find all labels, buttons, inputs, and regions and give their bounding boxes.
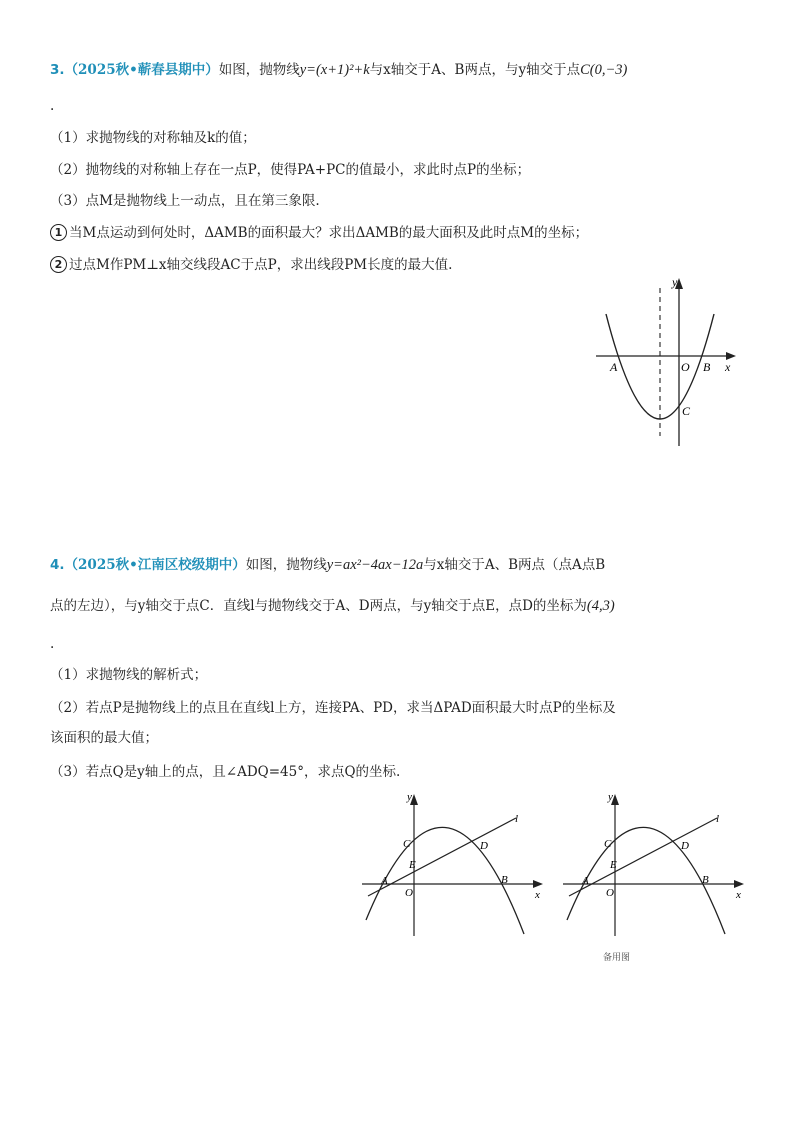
q3-sub-1 xyxy=(50,223,588,243)
q4-fig2-label-y: y xyxy=(608,791,613,803)
q4-fig1-label-b: B xyxy=(501,874,508,886)
q3-sub-2-text: 过点M作PM⊥x轴交线段AC于点P，求出线段PM长度的最大值. xyxy=(69,257,453,273)
q4-spare-caption: 备用图 xyxy=(603,953,631,963)
q3-label-b: B xyxy=(703,360,711,374)
q4-fig2-label-e: E xyxy=(610,859,617,871)
q4-figure-spare xyxy=(559,788,751,966)
q4-fig2-label-c: C xyxy=(604,838,612,850)
q3-part-1: （1）求抛物线的对称轴及k的值； xyxy=(50,130,256,146)
q4-number: 4. xyxy=(50,557,65,573)
q3-x-arrow-icon xyxy=(726,352,736,360)
q3-part-3: （3）点M是抛物线上一动点，且在第三象限. xyxy=(50,193,320,209)
q4-fig1-x-arrow-icon xyxy=(533,880,543,888)
q3-source: （2025秋•蕲春县期中） xyxy=(64,62,219,78)
q3-label-a: A xyxy=(610,360,618,374)
q4-equation: y=ax²−4ax−12a xyxy=(326,557,424,573)
q3-label-x: x xyxy=(725,360,731,374)
q4-fig1-label-e: E xyxy=(409,859,416,871)
q4-part-2a: （2）若点P是抛物线上的点且在直线l上方，连接PA、PD，求当ΔPAD面积最大时点P的坐标及 xyxy=(50,700,616,716)
q3-label-y: y xyxy=(672,275,678,289)
q3-label-c: C xyxy=(682,404,691,418)
q4-line-2 xyxy=(50,596,615,616)
q4-fig2-label-o: O xyxy=(606,887,614,899)
q4-fig2-x-arrow-icon xyxy=(734,880,744,888)
q4-fig1-label-l: l xyxy=(515,813,519,825)
q4-fig2-label-l: l xyxy=(716,813,720,825)
q3-stem-b: 与x轴交于A、B两点，与y轴交于点 xyxy=(369,62,581,78)
q4-part-3: （3）若点Q是y轴上的点，且∠ADQ=45°，求点Q的坐标. xyxy=(50,764,401,780)
q4-fig1-label-d: D xyxy=(480,840,488,852)
q4-point-d: (4,3) xyxy=(586,598,615,614)
q4-stem xyxy=(50,555,605,575)
q3-figure xyxy=(592,272,742,450)
q4-stem-end: . xyxy=(50,636,55,652)
q3-parabola xyxy=(606,314,714,419)
q3-sub-2-mark: 2 xyxy=(50,256,67,273)
q4-fig1-label-y: y xyxy=(407,791,412,803)
q3-sub-2 xyxy=(50,255,452,275)
q3-point-c: C(0,−3) xyxy=(580,62,628,78)
q4-fig2-label-b: B xyxy=(702,874,709,886)
q4-stem-b: 与x轴交于A、B两点（点A点B xyxy=(423,557,606,573)
q4-fig2-label-x: x xyxy=(736,889,741,901)
q4-source: （2025秋•江南区校级期中） xyxy=(64,557,246,573)
q4-part-2b: 该面积的最大值； xyxy=(50,730,158,746)
q3-part-2: （2）抛物线的对称轴上存在一点P，使得PA+PC的值最小，求此时点P的坐标； xyxy=(50,162,531,178)
q3-stem-end: . xyxy=(50,98,55,114)
q4-line-2-text: 点的左边），与y轴交于点C．直线l与抛物线交于A、D两点，与y轴交于点E，点D的坐标为 xyxy=(50,598,587,614)
q3-label-o: O xyxy=(681,360,690,374)
q3-equation: y=(x+1)²+k xyxy=(299,62,370,78)
q3-sub-1-mark: 1 xyxy=(50,224,67,241)
q3-stem xyxy=(50,60,627,80)
q3-number: 3. xyxy=(50,62,65,78)
q4-fig1-label-c: C xyxy=(403,838,411,850)
q4-fig1-label-a: A xyxy=(381,875,388,887)
q4-fig1-label-x: x xyxy=(535,889,540,901)
q4-part-1: （1）求抛物线的解析式； xyxy=(50,667,208,683)
q4-figure-main xyxy=(358,788,550,938)
q3-stem-a: 如图，抛物线 xyxy=(218,62,300,78)
q4-stem-a: 如图，抛物线 xyxy=(245,557,327,573)
q3-sub-1-text: 当M点运动到何处时，ΔAMB的面积最大？求出ΔAMB的最大面积及此时点M的坐标； xyxy=(69,225,589,241)
q4-fig1-label-o: O xyxy=(405,887,413,899)
q4-fig2-label-d: D xyxy=(681,840,689,852)
q4-fig2-label-a: A xyxy=(582,875,589,887)
